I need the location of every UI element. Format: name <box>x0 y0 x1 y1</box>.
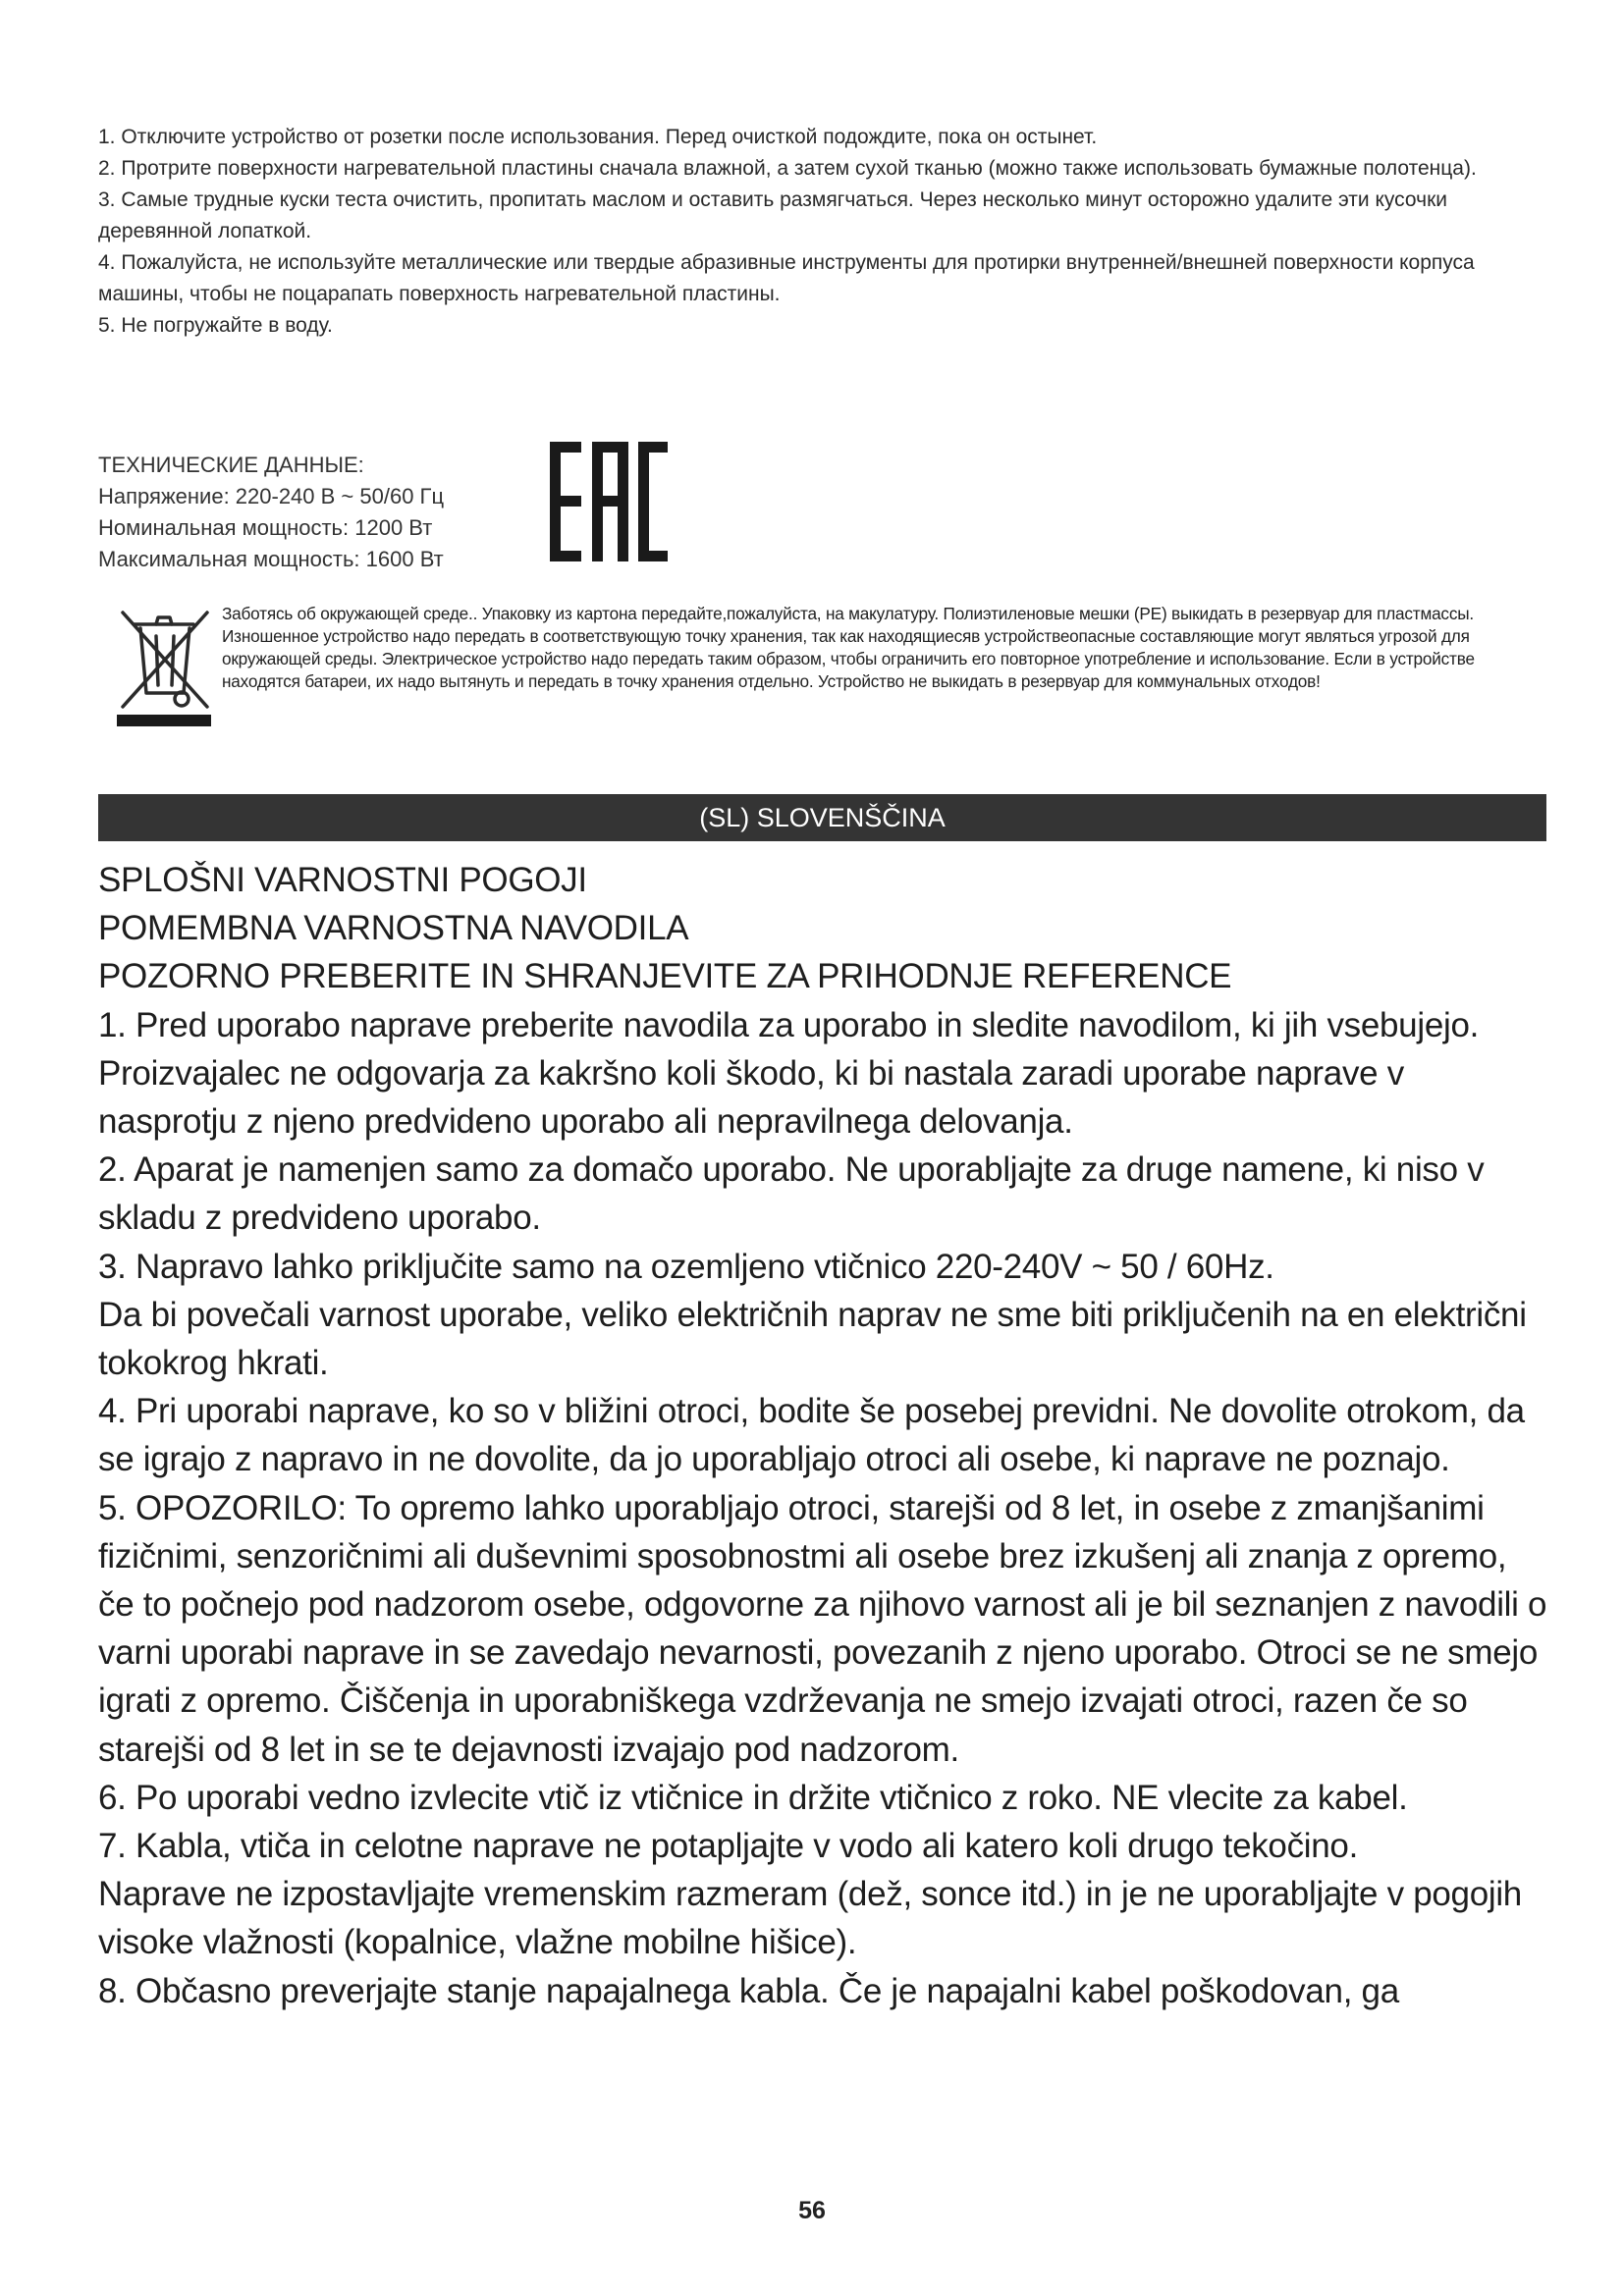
list-item: 3. Самые трудные куски теста очистить, пропитать маслом и оставить размягчаться. Через несколько минут осторожно удалите эти кусочки деревянной лопаткой. <box>98 188 1447 242</box>
safety-item: 2. Aparat je namenjen samo za domačo uporabo. Ne uporabljajte za druge namene, ki niso v skladu z predvideno uporabo. <box>98 1150 1485 1238</box>
list-item: 5. Не погружайте в воду. <box>98 314 333 337</box>
safety-item: 1. Pred uporabo naprave preberite navodila za uporabo in sledite navodilom, ki jih vsebujejo. Proizvajalec ne odgovarja za kakršno koli škodo, ki bi nastala zaradi uporabe naprave v nasprotju z njeno predvideno uporabo ali nepravilnega delovanja. <box>98 1005 1480 1142</box>
list-item: 2. Протрите поверхности нагревательной пластины сначала влажной, а затем сухой тканью (можно также использовать бумажные полотенца). <box>98 157 1477 180</box>
page-number: 56 <box>798 2197 826 2224</box>
slovenian-safety-text <box>98 856 1551 2015</box>
technical-data <box>98 450 530 575</box>
safety-heading: SPLOŠNI VARNOSTNI POGOJI <box>98 861 587 899</box>
list-item: 4. Пожалуйста, не используйте металлические или твердые абразивные инструменты для протирки внутренней/внешней поверхности корпуса машины, чтобы не поцарапать поверхность нагревательной пластины. <box>98 251 1475 305</box>
voltage-spec: Напряжение: 220-240 В ~ 50/60 Гц <box>98 484 445 508</box>
max-power-spec: Максимальная мощность: 1600 Вт <box>98 547 444 571</box>
environment-notice-text: Заботясь об окружающей среде.. Упаковку из картона передайте,пожалуйста, на макулатуру. Полиэтиленовые мешки (PE) выкидать в резервуар для пластмассы. Изношенное устройство надо передать в соответствующую точку хранения, так как находящиесяв устройствеопасные составляющие могут являться угрозой для окружающей среды. Электрическое устройство надо передать таким образом, чтобы ограничить его повторное употребление и использование. Если в устройстве находятся батареи, их надо вытянуть и передать в точку хранения отдельно. Устройство не выкидать в резервуар для коммунальных отходов! <box>222 604 1475 691</box>
safety-item: 4. Pri uporabi naprave, ko so v bližini otroci, bodite še posebej previdni. Ne dovolite otrokom, da se igrajo z napravo in ne dovolite, da jo uporabljajo otroci ali osebe, ki naprave ne poznajo. <box>98 1392 1525 1479</box>
environment-notice <box>222 603 1538 693</box>
safety-item: 8. Občasno preverjajte stanje napajalnega kabla. Če je napajalni kabel poškodovan, ga <box>98 1971 1399 2010</box>
safety-item: 3. Napravo lahko priključite samo na ozemljeno vtičnico 220-240V ~ 50 / 60Hz. <box>98 1247 1274 1286</box>
cleaning-instructions-list <box>98 122 1542 342</box>
technical-data-heading: ТЕХНИЧЕСКИЕ ДАННЫЕ: <box>98 453 364 477</box>
crossed-out-wheelie-bin-icon <box>113 601 219 728</box>
safety-heading: POMEMBNA VARNOSTNA NAVODILA <box>98 909 689 948</box>
safety-item: 5. OPOZORILO: To opremo lahko uporabljajo otroci, starejši od 8 let, in osebe z zmanjšanimi fizičnimi, senzoričnimi ali duševnimi sposobnostmi ali osebe brez izkušenj ali znanja z opremo, če to počnejo pod nadzorom osebe, odgovorne za njihovo varnost ali je bil seznanjen z navodili o varni uporabi naprave in se zavedajo nevarnosti, povezanih z njeno uporabo. Otroci se ne smejo igrati z opremo. Čiščenja in uporabniškega vzdrževanja ne smejo izvajati otroci, razen če so starejši od 8 let in se te dejavnosti izvajajo pod nadzorom. <box>98 1488 1547 1769</box>
safety-item: 6. Po uporabi vedno izvlecite vtič iz vtičnice in držite vtičnico z roko. NE vlecite za kabel. <box>98 1778 1408 1817</box>
safety-heading: POZORNO PREBERITE IN SHRANJEVITE ZA PRIHODNJE REFERENCE <box>98 957 1232 996</box>
list-item: 1. Отключите устройство от розетки после использования. Перед очисткой подождите, пока он остынет. <box>98 126 1098 148</box>
rated-power-spec: Номинальная мощность: 1200 Вт <box>98 515 433 540</box>
eac-mark-icon <box>550 442 668 561</box>
safety-item: Naprave ne izpostavljajte vremenskim razmeram (dež, sonce itd.) in je ne uporabljajte v pogojih visoke vlažnosti (kopalnice, vlažne mobilne hišice). <box>98 1875 1522 1962</box>
safety-item: Da bi povečali varnost uporabe, veliko električnih naprav ne sme biti priključenih na en električni tokokrog hkrati. <box>98 1295 1527 1383</box>
safety-item: 7. Kabla, vtiča in celotne naprave ne potapljajte v vodo ali katero koli drugo tekočino. <box>98 1827 1359 1866</box>
language-section-header: (SL) SLOVENŠČINA <box>98 794 1546 841</box>
